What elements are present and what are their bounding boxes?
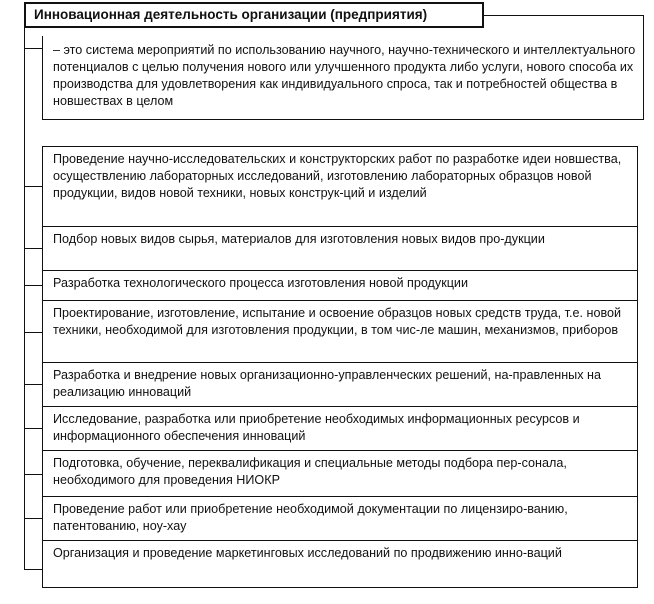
activity-text: Подбор новых видов сырья, материалов для изготовления новых видов про-дукции [53,232,545,246]
main-spine-line [24,28,25,570]
activity-item-1 [42,146,638,228]
activity-item-8 [42,496,638,542]
activity-text: Проведение научно-исследовательских и конструкторских работ по разработке идеи новшества, осуществлению лабораторных исследований, изготовлению лабораторных образцов новой продукции, видов новой техники, новых конструк-ций и изделий [53,152,622,200]
title-connector-line [484,15,644,16]
activity-item-4 [42,300,638,364]
definition-box [42,36,644,120]
activity-text: Разработка технологического процесса изготовления новой продукции [53,276,468,290]
item-connector-2 [24,248,42,249]
definition-text: – это система мероприятий по использованию научного, научно-технического и интеллектуального потенциалов с целью получения нового или улучшенного продукта либо услуги, нового способа их производства для удовлетворения как индивидуального спроса, так и потребностей общества в новшествах в целом [53,43,636,108]
activity-item-9 [42,540,638,588]
activity-item-3 [42,270,638,302]
activity-text: Разработка и внедрение новых организационно-управленческих решений, на-правленных на реализацию инноваций [53,368,601,399]
activity-item-6 [42,406,638,452]
activity-text: Организация и проведение маркетинговых исследований по продвижению инно-ваций [53,546,562,560]
item-connector-4 [24,332,42,333]
activity-text: Проектирование, изготовление, испытание и освоение образцов новых средств труда, т.е. новой техники, необходимой для изготовления продукции, в том чис-ле машин, механизмов, приборов [53,306,622,337]
diagram-title: Инновационная деятельность организации (предприятия) [24,2,484,28]
item-connector-6 [24,428,42,429]
activity-text: Подготовка, обучение, переквалификация и специальные методы подбора пер-сонала, необходимого для проведения НИОКР [53,456,567,487]
activity-text: Проведение работ или приобретение необходимой документации по лицензиро-ванию, патентованию, ноу-хау [53,502,568,533]
item-connector-9 [24,569,42,570]
activity-item-5 [42,362,638,408]
item-connector-5 [24,384,42,385]
item-connector-1 [24,186,42,187]
activity-text: Исследование, разработка или приобретение необходимых информационных ресурсов и информационного обеспечения инноваций [53,412,580,443]
item-connector-8 [24,518,42,519]
activity-item-2 [42,226,638,272]
definition-connector [24,48,42,49]
activity-item-7 [42,450,638,498]
item-connector-3 [24,285,42,286]
item-connector-7 [24,474,42,475]
